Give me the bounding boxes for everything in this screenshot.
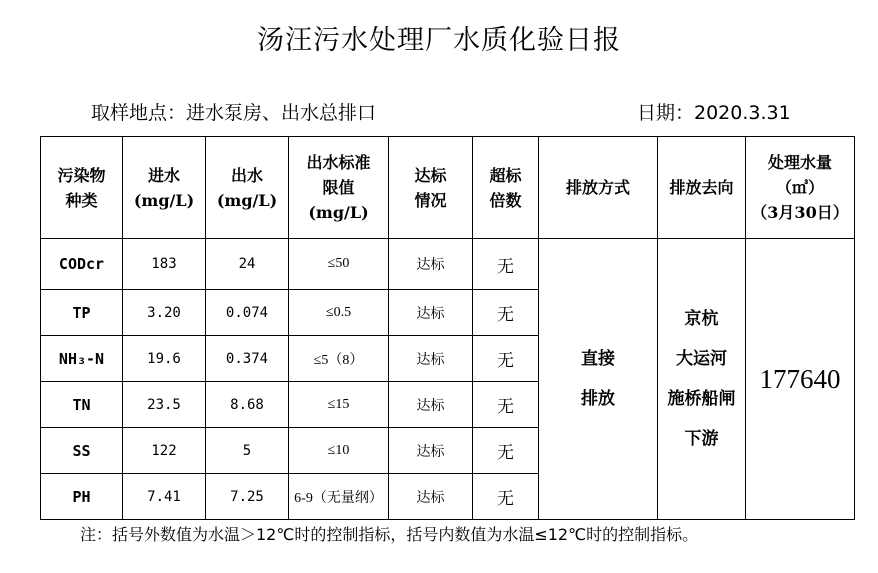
water-quality-table <box>40 136 855 520</box>
discharge-method-cell: 直接 排放 <box>539 239 658 520</box>
status-cell: 达标 <box>389 474 473 520</box>
report-title: 汤汪污水处理厂水质化验日报 <box>257 25 621 56</box>
footnote: 注：括号外数值为水温＞12℃时的控制指标，括号内数值为水温≤12℃时的控制指标。 <box>80 525 699 544</box>
pollutant-cell: CODcr <box>41 239 123 290</box>
status-cell: 达标 <box>389 290 473 336</box>
table-row <box>41 239 855 290</box>
status-cell: 达标 <box>389 336 473 382</box>
inflow-cell: 19.6 <box>123 336 206 382</box>
status-cell: 达标 <box>389 382 473 428</box>
header-limit: 出水标准 限值 (mg/L) <box>289 137 389 239</box>
outflow-cell: 8.68 <box>206 382 289 428</box>
excess-cell: 无 <box>473 474 539 520</box>
outflow-cell: 7.25 <box>206 474 289 520</box>
excess-cell: 无 <box>473 290 539 336</box>
limit-cell: ≤15 <box>289 382 389 428</box>
header-pollutant: 污染物 种类 <box>41 137 123 239</box>
header-status: 达标 情况 <box>389 137 473 239</box>
pollutant-cell: PH <box>41 474 123 520</box>
inflow-cell: 122 <box>123 428 206 474</box>
status-cell: 达标 <box>389 428 473 474</box>
inflow-cell: 23.5 <box>123 382 206 428</box>
outflow-cell: 5 <box>206 428 289 474</box>
inflow-cell: 183 <box>123 239 206 290</box>
limit-cell: ≤0.5 <box>289 290 389 336</box>
limit-cell: ≤10 <box>289 428 389 474</box>
discharge-destination-cell: 京杭 大运河 施桥船闸 下游 <box>658 239 746 520</box>
header-excess: 超标 倍数 <box>473 137 539 239</box>
report-date: 日期：2020.3.31 <box>637 102 791 124</box>
outflow-cell: 0.374 <box>206 336 289 382</box>
excess-cell: 无 <box>473 239 539 290</box>
excess-cell: 无 <box>473 336 539 382</box>
excess-cell: 无 <box>473 428 539 474</box>
sampling-location: 取样地点：进水泵房、出水总排口 <box>91 102 377 124</box>
header-discharge-destination: 排放去向 <box>658 137 746 239</box>
status-cell: 达标 <box>389 239 473 290</box>
outflow-cell: 0.074 <box>206 290 289 336</box>
header-discharge-method: 排放方式 <box>539 137 658 239</box>
limit-cell: ≤50 <box>289 239 389 290</box>
header-inflow: 进水 (mg/L) <box>123 137 206 239</box>
outflow-cell: 24 <box>206 239 289 290</box>
pollutant-cell: TN <box>41 382 123 428</box>
header-volume: 处理水量 （㎥） （3月30日） <box>746 137 855 239</box>
excess-cell: 无 <box>473 382 539 428</box>
volume-cell: 177640 <box>746 239 855 520</box>
inflow-cell: 7.41 <box>123 474 206 520</box>
limit-cell: ≤5（8） <box>289 336 389 382</box>
header-outflow: 出水 (mg/L) <box>206 137 289 239</box>
limit-cell: 6-9（无量纲） <box>289 474 389 520</box>
inflow-cell: 3.20 <box>123 290 206 336</box>
pollutant-cell: NH₃-N <box>41 336 123 382</box>
pollutant-cell: SS <box>41 428 123 474</box>
pollutant-cell: TP <box>41 290 123 336</box>
